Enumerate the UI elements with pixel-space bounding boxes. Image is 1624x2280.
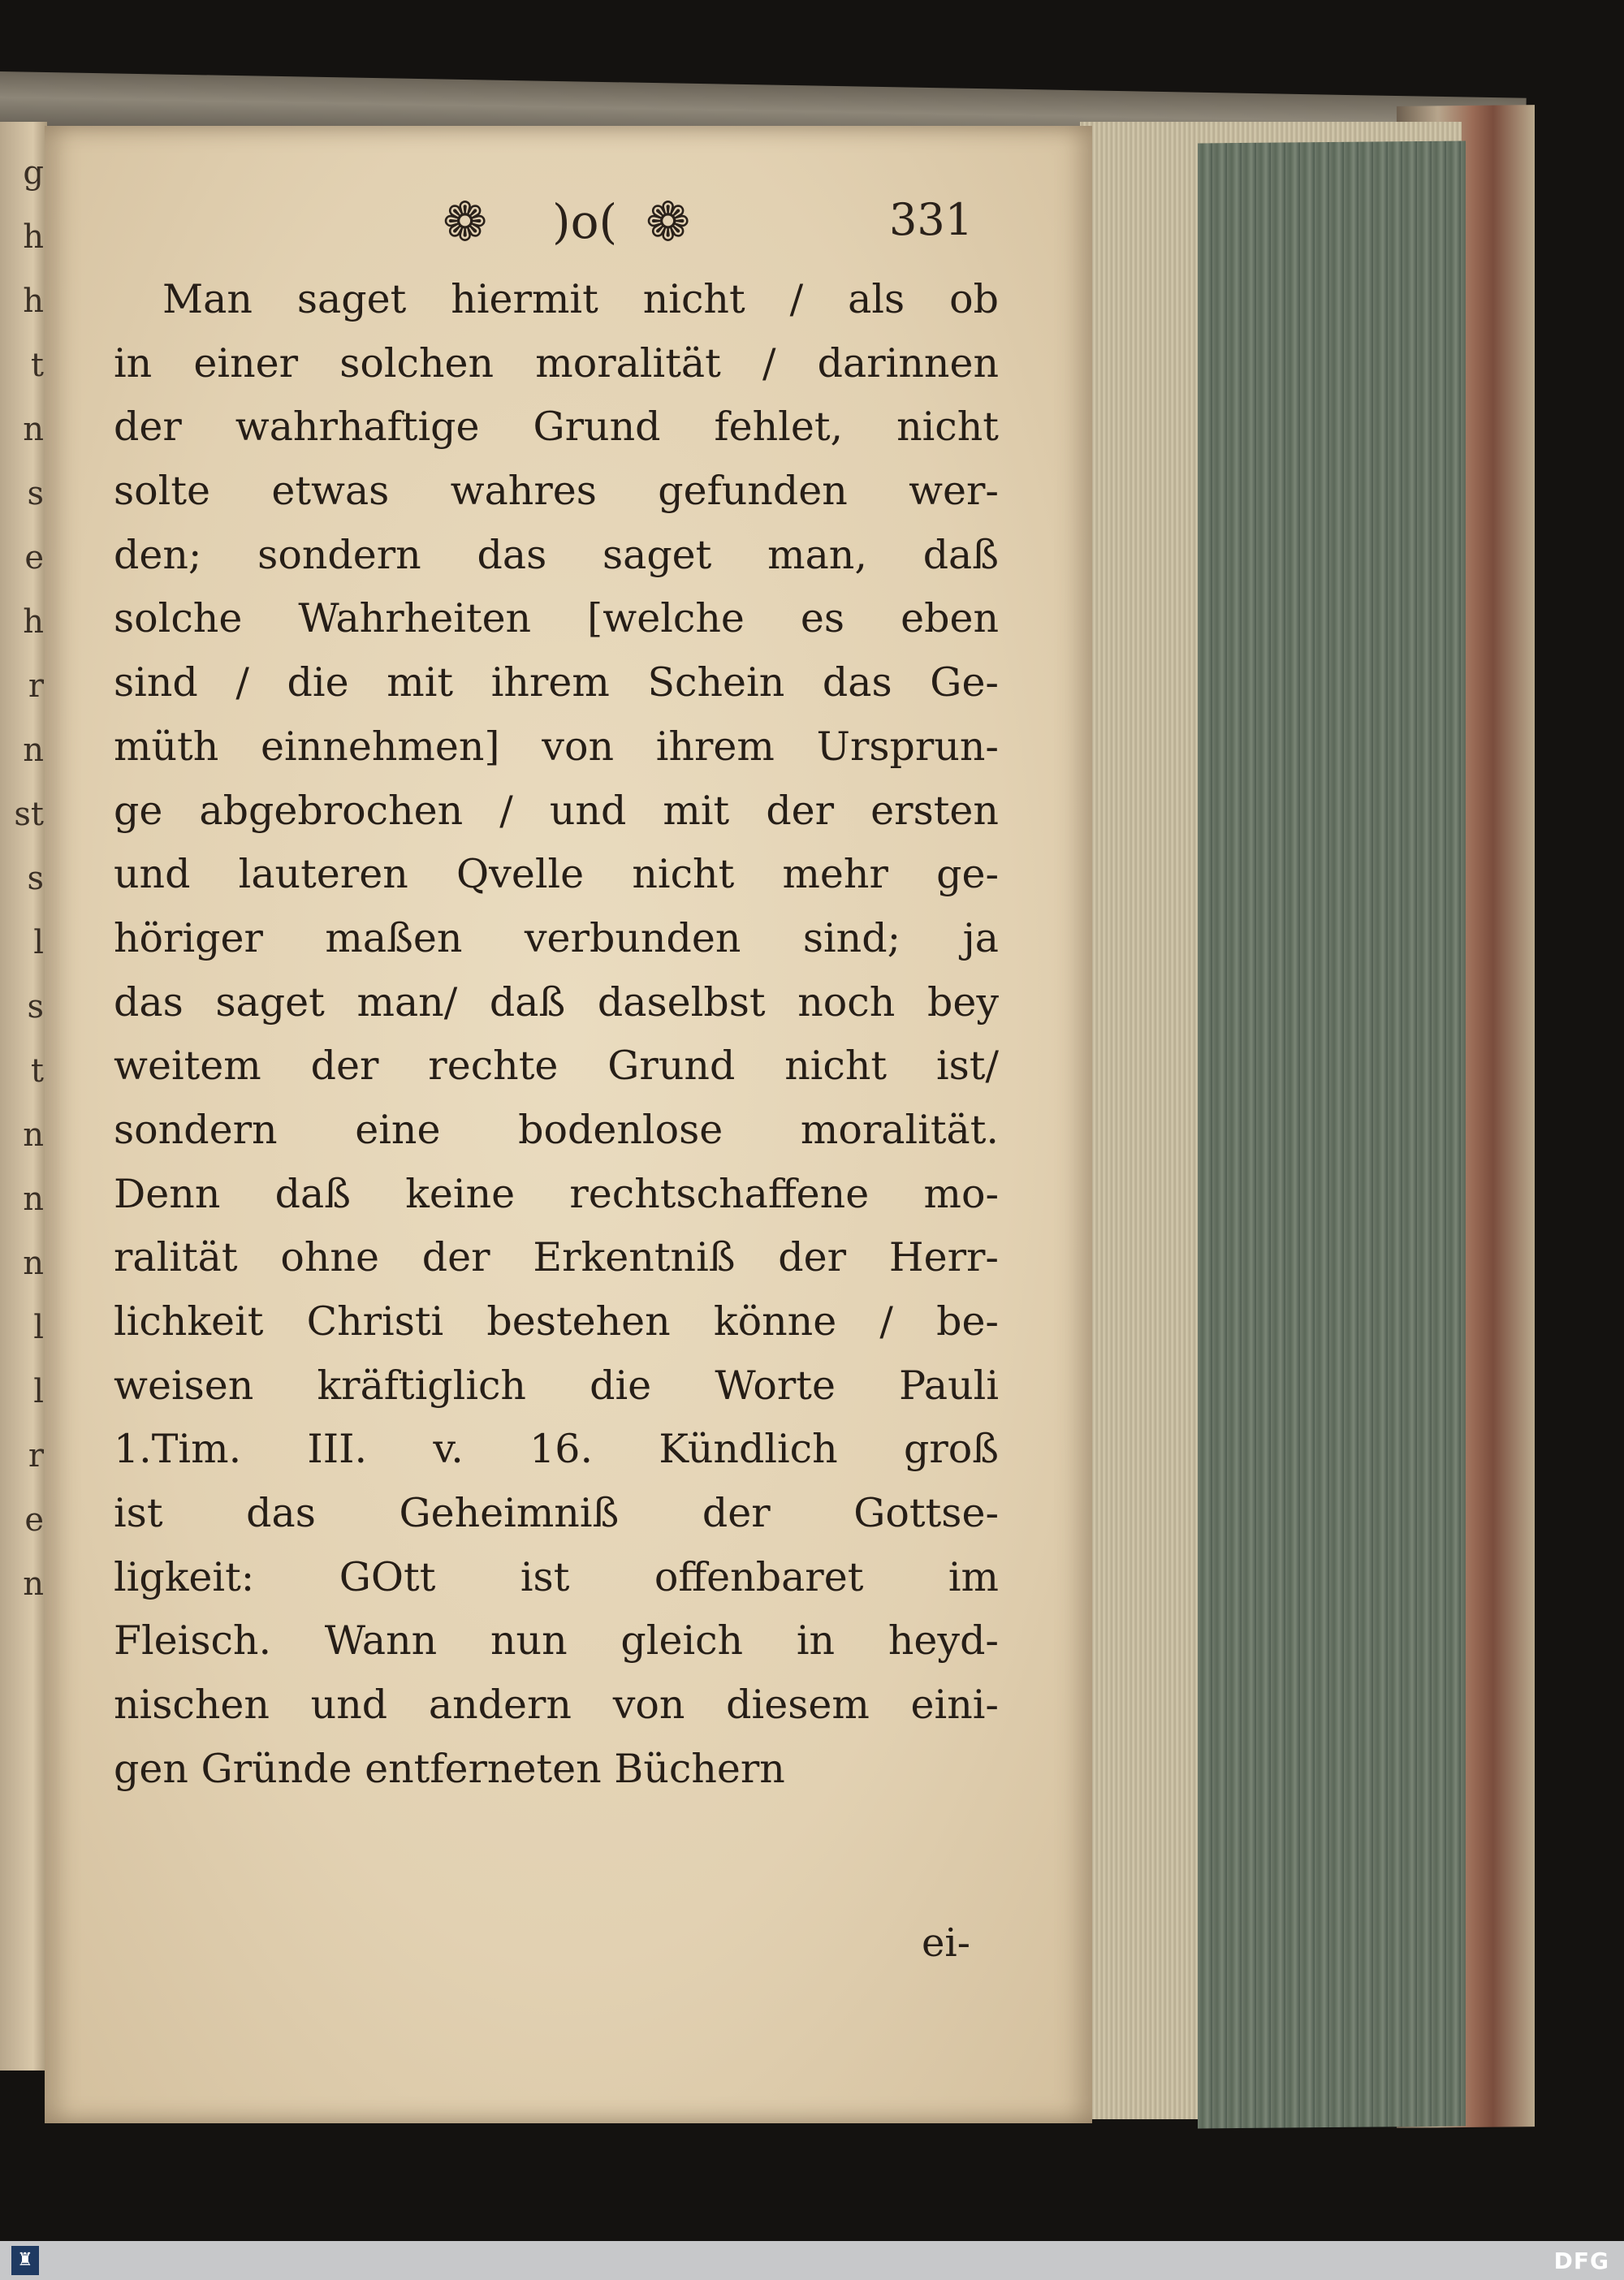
text-line: müth einnehmen] von ihrem Ursprun- <box>114 723 999 770</box>
text-line: lichkeit Christi bestehen könne / be- <box>114 1298 999 1345</box>
colored-page-edge <box>1198 141 1466 2129</box>
facing-page-fragment: l <box>33 924 44 961</box>
facing-page-fragment: t <box>30 1052 44 1090</box>
text-line: Fleisch. Wann nun gleich in heyd- <box>114 1617 999 1665</box>
text-line: 1.Tim. III. v. 16. Kündlich groß <box>114 1426 999 1473</box>
page-number: 331 <box>889 194 974 245</box>
text-line: gen Gründe entferneten Büchern <box>114 1745 785 1792</box>
text-line: ge abgebrochen / und mit der ersten <box>114 787 999 834</box>
facing-page-fragment: l <box>33 1373 44 1410</box>
text-line: ligkeit: GOtt ist offenbaret im <box>114 1553 999 1600</box>
facing-page-fragment: r <box>28 667 44 705</box>
facing-page-fragment: n <box>23 732 44 769</box>
facing-page-fragment: l <box>33 1309 44 1346</box>
facing-page-fragment: s <box>27 475 44 512</box>
facing-page-edge <box>0 122 47 2071</box>
dfg-logo: DFG <box>1553 2248 1609 2274</box>
viewer-footer <box>0 2241 1624 2280</box>
facing-page-fragment: h <box>23 283 44 320</box>
text-line: und lauteren Qvelle nicht mehr ge- <box>114 851 999 898</box>
facing-page-fragment: n <box>23 1116 44 1154</box>
facing-page-fragment: e <box>24 1501 44 1539</box>
facing-page-fragment: e <box>24 539 44 576</box>
facing-page-fragment: st <box>14 796 44 833</box>
text-line: in einer solchen moralität / darinnen <box>114 339 999 386</box>
text-line: ist das Geheimniß der Gottse- <box>114 1490 999 1537</box>
text-line: Man saget hiermit nicht / als ob <box>162 276 999 322</box>
facing-page-fragment: h <box>23 218 44 256</box>
text-line: solche Wahrheiten [welche es eben <box>114 595 999 642</box>
running-header <box>402 191 974 256</box>
text-line: solte etwas wahres gefunden wer- <box>114 468 999 515</box>
text-line: Denn daß keine rechtschaffene mo- <box>114 1170 999 1217</box>
book-page <box>45 126 1092 2123</box>
text-line: sind / die mit ihrem Schein das Ge- <box>114 659 999 706</box>
facing-page-fragment: g <box>23 154 44 192</box>
ornament-left-icon: ❁ <box>443 191 488 253</box>
ornament-right-icon: ❁ <box>646 191 691 253</box>
text-line: höriger maßen verbunden sind; ja <box>114 914 999 961</box>
body-text <box>114 268 999 1802</box>
library-logo-icon: ♜ <box>11 2246 39 2275</box>
text-line: das saget man/ daß daselbst noch bey <box>114 978 999 1026</box>
catchword: ei- <box>922 1920 970 1966</box>
facing-page-fragment: n <box>23 411 44 448</box>
text-line: sondern eine bodenlose moralität. <box>114 1106 999 1153</box>
header-divider: )o( <box>552 194 618 249</box>
facing-page-fragment: n <box>23 1181 44 1218</box>
text-line: der wahrhaftige Grund fehlet, nicht <box>114 404 999 451</box>
text-line: weitem der rechte Grund nicht ist/ <box>114 1043 999 1090</box>
text-line: ralität ohne der Erkentniß der Herr- <box>114 1234 999 1281</box>
text-line: weisen kräftiglich die Worte Pauli <box>114 1362 999 1409</box>
facing-page-fragment: r <box>28 1437 44 1475</box>
facing-page-fragment: n <box>23 1565 44 1603</box>
facing-page-fragment: s <box>27 988 44 1026</box>
facing-page-fragment: n <box>23 1245 44 1282</box>
text-line: nischen und andern von diesem eini- <box>114 1682 999 1729</box>
facing-page-fragment: h <box>23 603 44 641</box>
facing-page-fragment: t <box>30 347 44 384</box>
text-line: den; sondern das saget man, daß <box>114 531 999 578</box>
facing-page-fragment: s <box>27 860 44 897</box>
